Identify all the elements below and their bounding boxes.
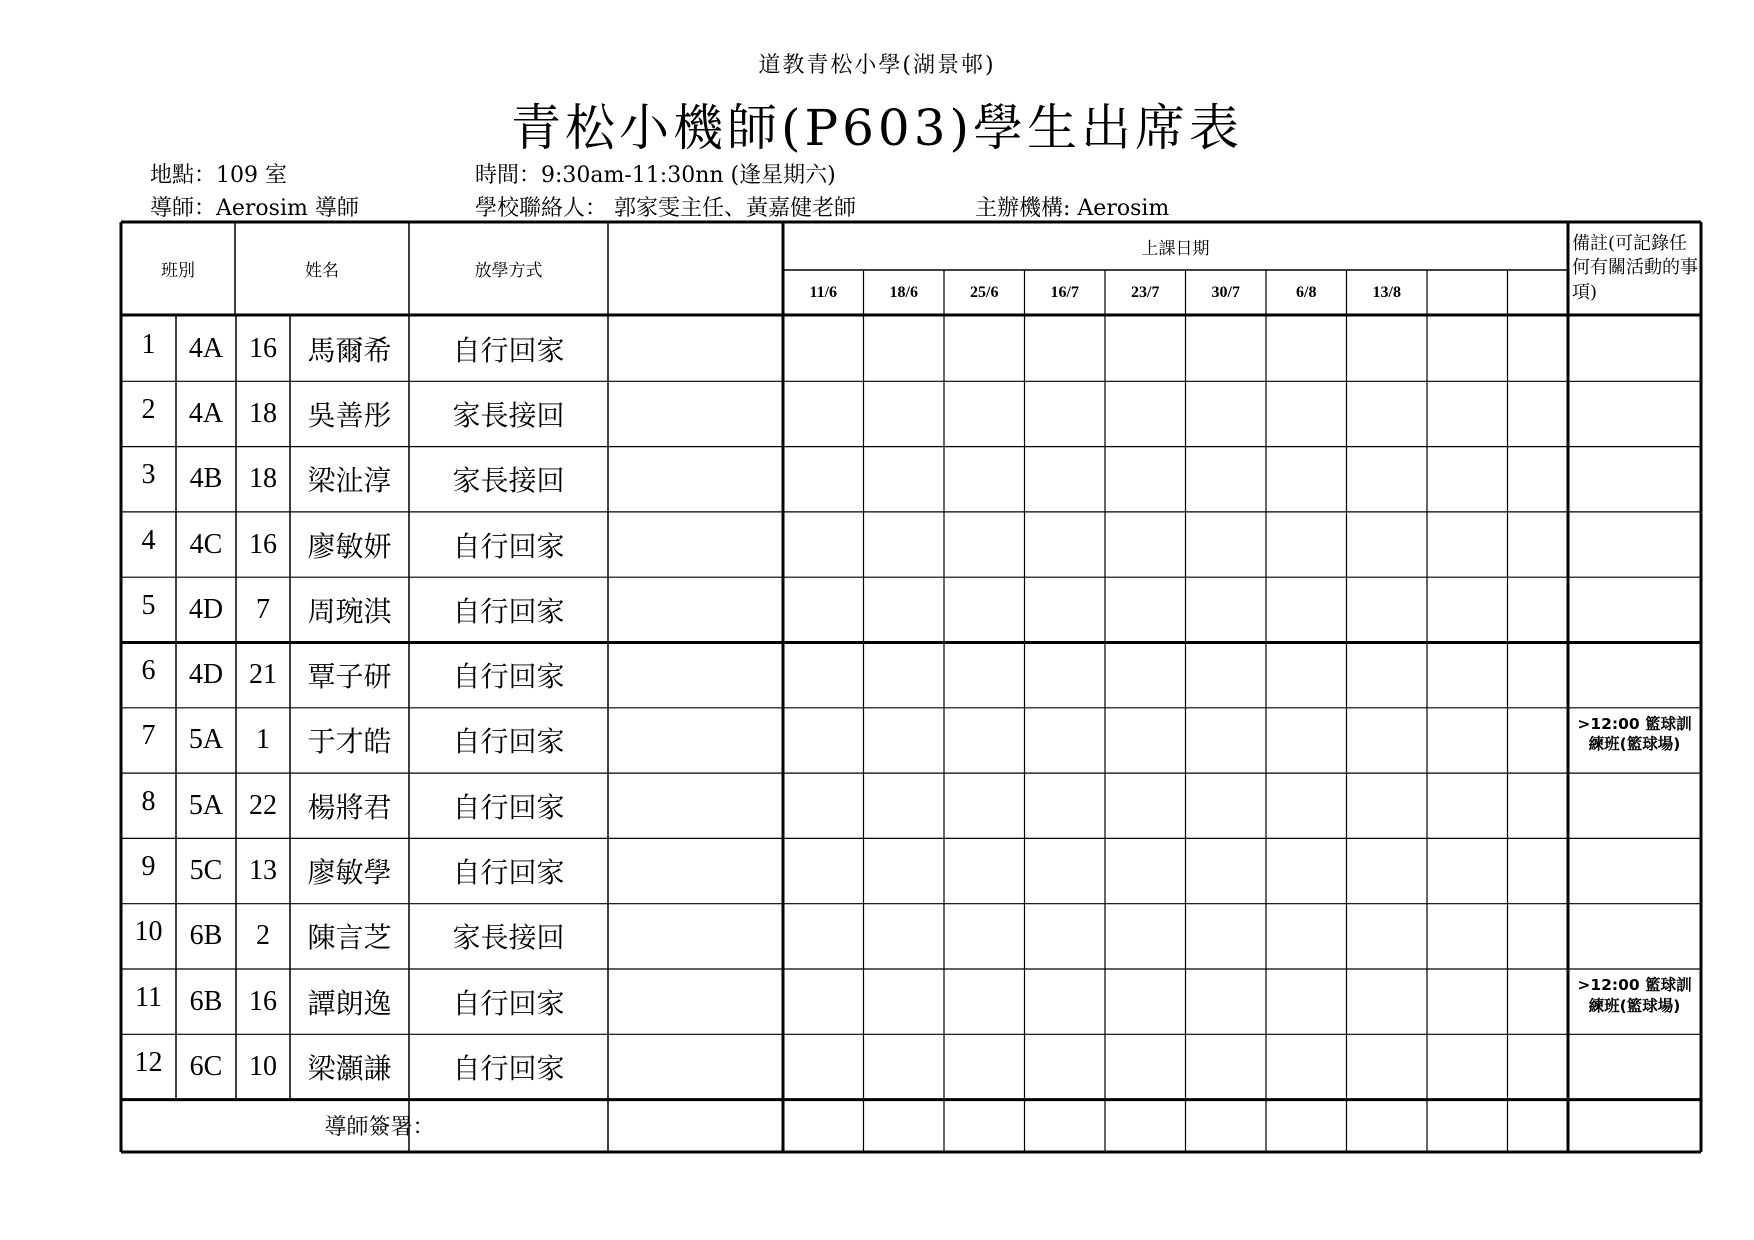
date-header: 18/6: [889, 283, 918, 301]
row-remark: >12:00 籃球訓練班(籃球場): [1577, 714, 1692, 754]
date-header: 11/6: [809, 283, 838, 301]
row-remark: >12:00 籃球訓練班(籃球場): [1577, 975, 1692, 1015]
date-header: [1427, 270, 1508, 315]
row-dismissal: 家長接回: [452, 398, 565, 432]
row-number: 5: [141, 589, 156, 621]
row-dismissal: 家長接回: [452, 921, 565, 955]
row-class-number: 16: [249, 332, 277, 364]
row-number: 8: [141, 785, 156, 817]
row-student-name: 于才皓: [307, 725, 392, 759]
row-class: 5A: [188, 789, 224, 821]
row-class: 6C: [189, 1050, 223, 1082]
header-class: 班別: [161, 261, 195, 281]
row-number: 2: [141, 393, 156, 425]
row-class: 5C: [189, 855, 223, 887]
row-dismissal: 自行回家: [452, 660, 565, 694]
row-class-number: 10: [249, 1050, 277, 1082]
row-student-name: 覃子研: [307, 660, 392, 694]
info-time: 時間：9:30am-11:30nn (逢星期六): [475, 163, 836, 188]
row-student-name: 陳言芝: [307, 921, 392, 955]
row-number: 3: [141, 459, 156, 491]
row-class-number: 1: [256, 724, 270, 756]
row-dismissal: 自行回家: [452, 333, 565, 367]
row-student-name: 吳善彤: [307, 398, 392, 432]
date-header: 23/7: [1131, 283, 1160, 301]
row-class: 6B: [189, 920, 223, 952]
row-dismissal: 自行回家: [452, 725, 565, 759]
row-dismissal: 自行回家: [452, 529, 565, 563]
row-class-number: 16: [249, 528, 277, 560]
date-header: 6/8: [1296, 283, 1317, 301]
row-class-number: 18: [249, 463, 277, 495]
row-number: 12: [134, 1046, 163, 1078]
row-class-number: 18: [249, 397, 277, 429]
row-student-name: 廖敏學: [307, 856, 392, 890]
date-header: 25/6: [970, 283, 999, 301]
row-dismissal: 自行回家: [452, 594, 565, 628]
row-number: 11: [135, 981, 162, 1013]
row-dismissal: 自行回家: [452, 1051, 565, 1085]
row-number: 6: [141, 655, 156, 687]
row-dismissal: 自行回家: [452, 986, 565, 1020]
row-student-name: 馬爾希: [307, 333, 392, 367]
row-class: 6B: [189, 985, 223, 1017]
row-dismissal: 自行回家: [452, 790, 565, 824]
info-tutor: 導師：Aerosim 導師: [150, 196, 359, 221]
tutor-signature-label: 導師簽署：: [324, 1115, 435, 1141]
row-class: 4D: [188, 593, 224, 625]
row-class-number: 22: [249, 789, 277, 821]
row-class: 4A: [188, 397, 224, 429]
row-student-name: 梁沚淳: [307, 464, 392, 498]
row-class: 4A: [188, 332, 224, 364]
row-class: 4D: [188, 659, 224, 691]
row-class-number: 7: [256, 593, 270, 625]
page-title: 青松小機師(P603)學生出席表: [510, 99, 1244, 157]
row-number: 1: [141, 328, 156, 360]
header-name: 姓名: [305, 261, 339, 281]
row-student-name: 楊將君: [307, 790, 392, 824]
row-dismissal: 家長接回: [452, 464, 565, 498]
date-header: [1508, 270, 1589, 315]
info-location: 地點：109 室: [150, 163, 287, 188]
row-number: 10: [134, 916, 163, 948]
header-dates-title: 上課日期: [1141, 238, 1210, 259]
row-student-name: 梁灝謙: [307, 1051, 392, 1085]
info-organizer: 主辦機構: Aerosim: [975, 196, 1170, 221]
info-contact: 學校聯絡人： 郭家雯主任、黃嘉健老師: [475, 196, 856, 221]
date-header: 16/7: [1050, 283, 1079, 301]
row-class-number: 2: [256, 920, 270, 952]
school-name: 道教青松小學(湖景邨): [758, 53, 996, 78]
row-student-name: 廖敏妍: [307, 529, 392, 563]
row-class: 4C: [189, 528, 223, 560]
row-class: 5A: [188, 724, 224, 756]
row-number: 7: [141, 720, 156, 752]
row-student-name: 譚朗逸: [307, 986, 392, 1020]
row-class-number: 21: [249, 659, 277, 691]
date-header: 13/8: [1372, 283, 1401, 301]
row-class-number: 13: [249, 855, 277, 887]
row-class-number: 16: [249, 985, 277, 1017]
row-student-name: 周琬淇: [307, 594, 392, 628]
date-header: 30/7: [1211, 283, 1240, 301]
row-class: 4B: [189, 463, 223, 495]
row-dismissal: 自行回家: [452, 856, 565, 890]
header-remarks: 備註(可記錄任何有關活動的事項): [1572, 233, 1698, 303]
row-number: 4: [141, 524, 156, 556]
row-number: 9: [141, 851, 156, 883]
header-dismissal: 放學方式: [474, 261, 543, 281]
